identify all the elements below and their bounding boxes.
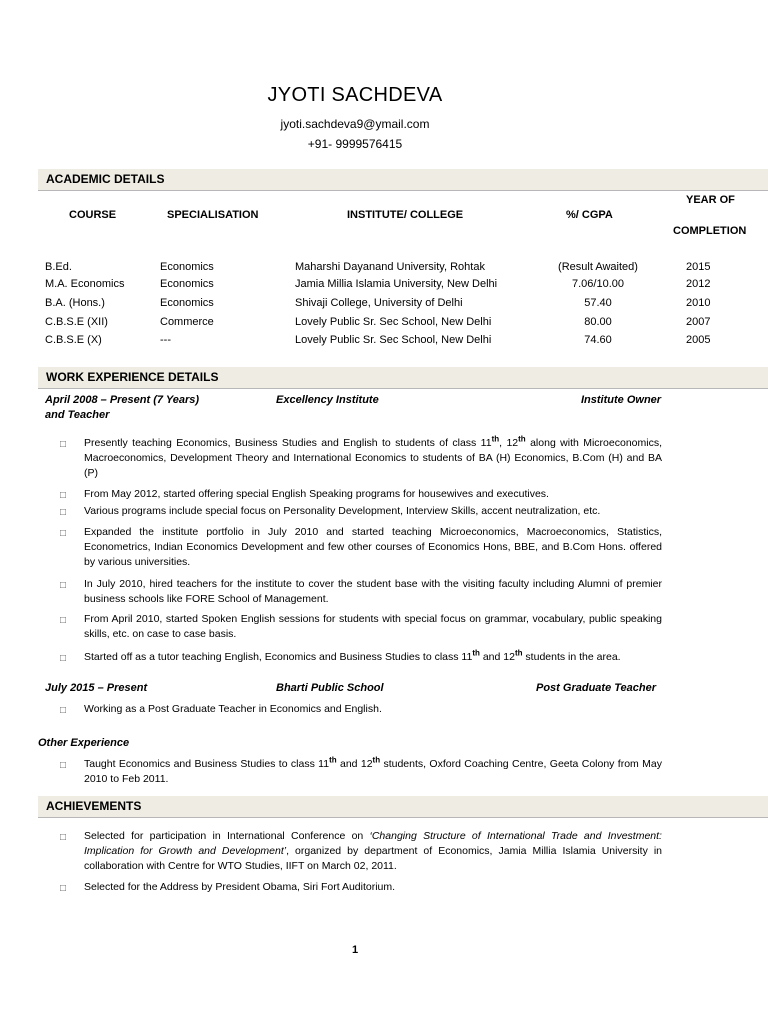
job2-organization: Bharti Public School bbox=[276, 682, 384, 694]
job1-bullet-6: From April 2010, started Spoken English sessions for students with special focus on grammar, vocabulary, public speaking skills, etc. on case to case basis. bbox=[84, 613, 662, 640]
job1-bullet-4: Expanded the institute portfolio in July 2010 and started teaching Microeconomics, Macroeconomics, Statistics, Econometrics, Indian Economics Development and few other courses of Economics Hons, BBE, and B.Com Hons. offered by various universities. bbox=[84, 526, 662, 568]
job2-bullet-1: Working as a Post Graduate Teacher in Economics and English. bbox=[84, 703, 382, 715]
bullet-icon: □ bbox=[60, 528, 67, 539]
achievements-section-title: ACHIEVEMENTS bbox=[46, 799, 142, 813]
page-number: 1 bbox=[351, 944, 359, 956]
spec-cell: Commerce bbox=[160, 316, 214, 328]
other-experience-title: Other Experience bbox=[38, 737, 130, 749]
academic-section-title: ACADEMIC DETAILS bbox=[46, 172, 165, 186]
cgpa-cell: 57.40 bbox=[584, 297, 612, 309]
cgpa-cell: 7.06/10.00 bbox=[572, 278, 624, 290]
achievements-section-header bbox=[38, 796, 768, 818]
col-specialisation: SPECIALISATION bbox=[167, 209, 259, 221]
spec-cell: --- bbox=[160, 334, 171, 346]
job2-role: Post Graduate Teacher bbox=[536, 682, 657, 694]
spec-cell: Economics bbox=[160, 297, 214, 309]
job1-role-continued: and Teacher bbox=[45, 409, 110, 421]
job2-period: July 2015 – Present bbox=[45, 682, 148, 694]
inst-cell: Maharshi Dayanand University, Rohtak bbox=[295, 261, 485, 273]
bullet-icon: □ bbox=[60, 832, 67, 843]
course-cell: C.B.S.E (XII) bbox=[45, 316, 108, 328]
cgpa-cell: (Result Awaited) bbox=[558, 261, 638, 273]
spec-cell: Economics bbox=[160, 278, 214, 290]
job1-role: Institute Owner bbox=[581, 394, 662, 406]
bullet-icon: □ bbox=[60, 883, 67, 894]
inst-cell: Shivaji College, University of Delhi bbox=[295, 297, 463, 309]
col-year-line2: COMPLETION bbox=[673, 225, 747, 237]
col-year-line1: YEAR OF bbox=[686, 194, 735, 206]
course-cell: C.B.S.E (X) bbox=[45, 334, 102, 346]
col-cgpa: %/ CGPA bbox=[566, 209, 613, 221]
job1-bullet-2: From May 2012, started offering special English Speaking programs for housewives and executives. bbox=[84, 488, 549, 500]
email-address: jyoti.sachdeva9@ymail.com bbox=[280, 117, 430, 131]
work-section-title: WORK EXPERIENCE DETAILS bbox=[46, 370, 219, 384]
col-institute: INSTITUTE/ COLLEGE bbox=[347, 209, 464, 221]
year-cell: 2015 bbox=[686, 261, 711, 273]
job1-bullet-3: Various programs include special focus on Personality Development, Interview Skills, accent neutralization, etc. bbox=[84, 505, 601, 517]
job1-bullet-5: In July 2010, hired teachers for the institute to cover the student base with the visiting faculty including Alumni of premier business schools like FORE School of Management. bbox=[84, 578, 662, 605]
work-section-header bbox=[38, 367, 768, 389]
year-cell: 2010 bbox=[686, 297, 711, 309]
inst-cell: Jamia Millia Islamia University, New Delhi bbox=[295, 278, 498, 290]
col-course: COURSE bbox=[69, 209, 117, 221]
inst-cell: Lovely Public Sr. Sec School, New Delhi bbox=[295, 316, 492, 328]
year-cell: 2005 bbox=[686, 334, 711, 346]
phone-number: +91- 9999576415 bbox=[307, 137, 403, 151]
bullet-icon: □ bbox=[60, 653, 67, 664]
job1-bullet-1: Presently teaching Economics, Business Studies and English to students of class 11th, 12th along with Microeconomics, Macroeconomics, Development Theory and International Economics to students of BA (H) Economics, B.Com (H) and BA (P) bbox=[84, 434, 662, 479]
course-cell: B.Ed. bbox=[45, 261, 72, 273]
bullet-icon: □ bbox=[60, 705, 67, 716]
spec-cell: Economics bbox=[160, 261, 214, 273]
bullet-icon: □ bbox=[60, 490, 67, 501]
job1-bullet-7: Started off as a tutor teaching English, Economics and Business Studies to class 11th and 12th students in the area. bbox=[84, 648, 621, 663]
year-cell: 2007 bbox=[686, 316, 711, 328]
other-bullet-1: Taught Economics and Business Studies to class 11th and 12th students, Oxford Coaching Centre, Geeta Colony from May 2010 to Feb 2011. bbox=[84, 755, 662, 785]
inst-cell: Lovely Public Sr. Sec School, New Delhi bbox=[295, 334, 492, 346]
cgpa-cell: 74.60 bbox=[584, 334, 612, 346]
job1-period: April 2008 – Present (7 Years) bbox=[45, 394, 200, 406]
bullet-icon: □ bbox=[60, 615, 67, 626]
year-cell: 2012 bbox=[686, 278, 711, 290]
academic-section-header bbox=[38, 169, 768, 191]
candidate-name: JYOTI SACHDEVA bbox=[267, 84, 443, 106]
job1-organization: Excellency Institute bbox=[276, 394, 379, 406]
bullet-icon: □ bbox=[60, 507, 67, 518]
bullet-icon: □ bbox=[60, 580, 67, 591]
achievement-2: Selected for the Address by President Obama, Siri Fort Auditorium. bbox=[84, 881, 396, 893]
bullet-icon: □ bbox=[60, 439, 67, 450]
cgpa-cell: 80.00 bbox=[584, 316, 612, 328]
bullet-icon: □ bbox=[60, 760, 67, 771]
course-cell: M.A. Economics bbox=[45, 278, 125, 290]
course-cell: B.A. (Hons.) bbox=[45, 297, 105, 309]
achievement-1: Selected for participation in International Conference on ‘Changing Structure of International Trade and Investment: Implication for Growth and Development’, organized by department of Economics, Jamia Millia Islamia University in collaboration with Centre for WTO Studies, IIFT on March 02, 2011. bbox=[84, 830, 663, 872]
